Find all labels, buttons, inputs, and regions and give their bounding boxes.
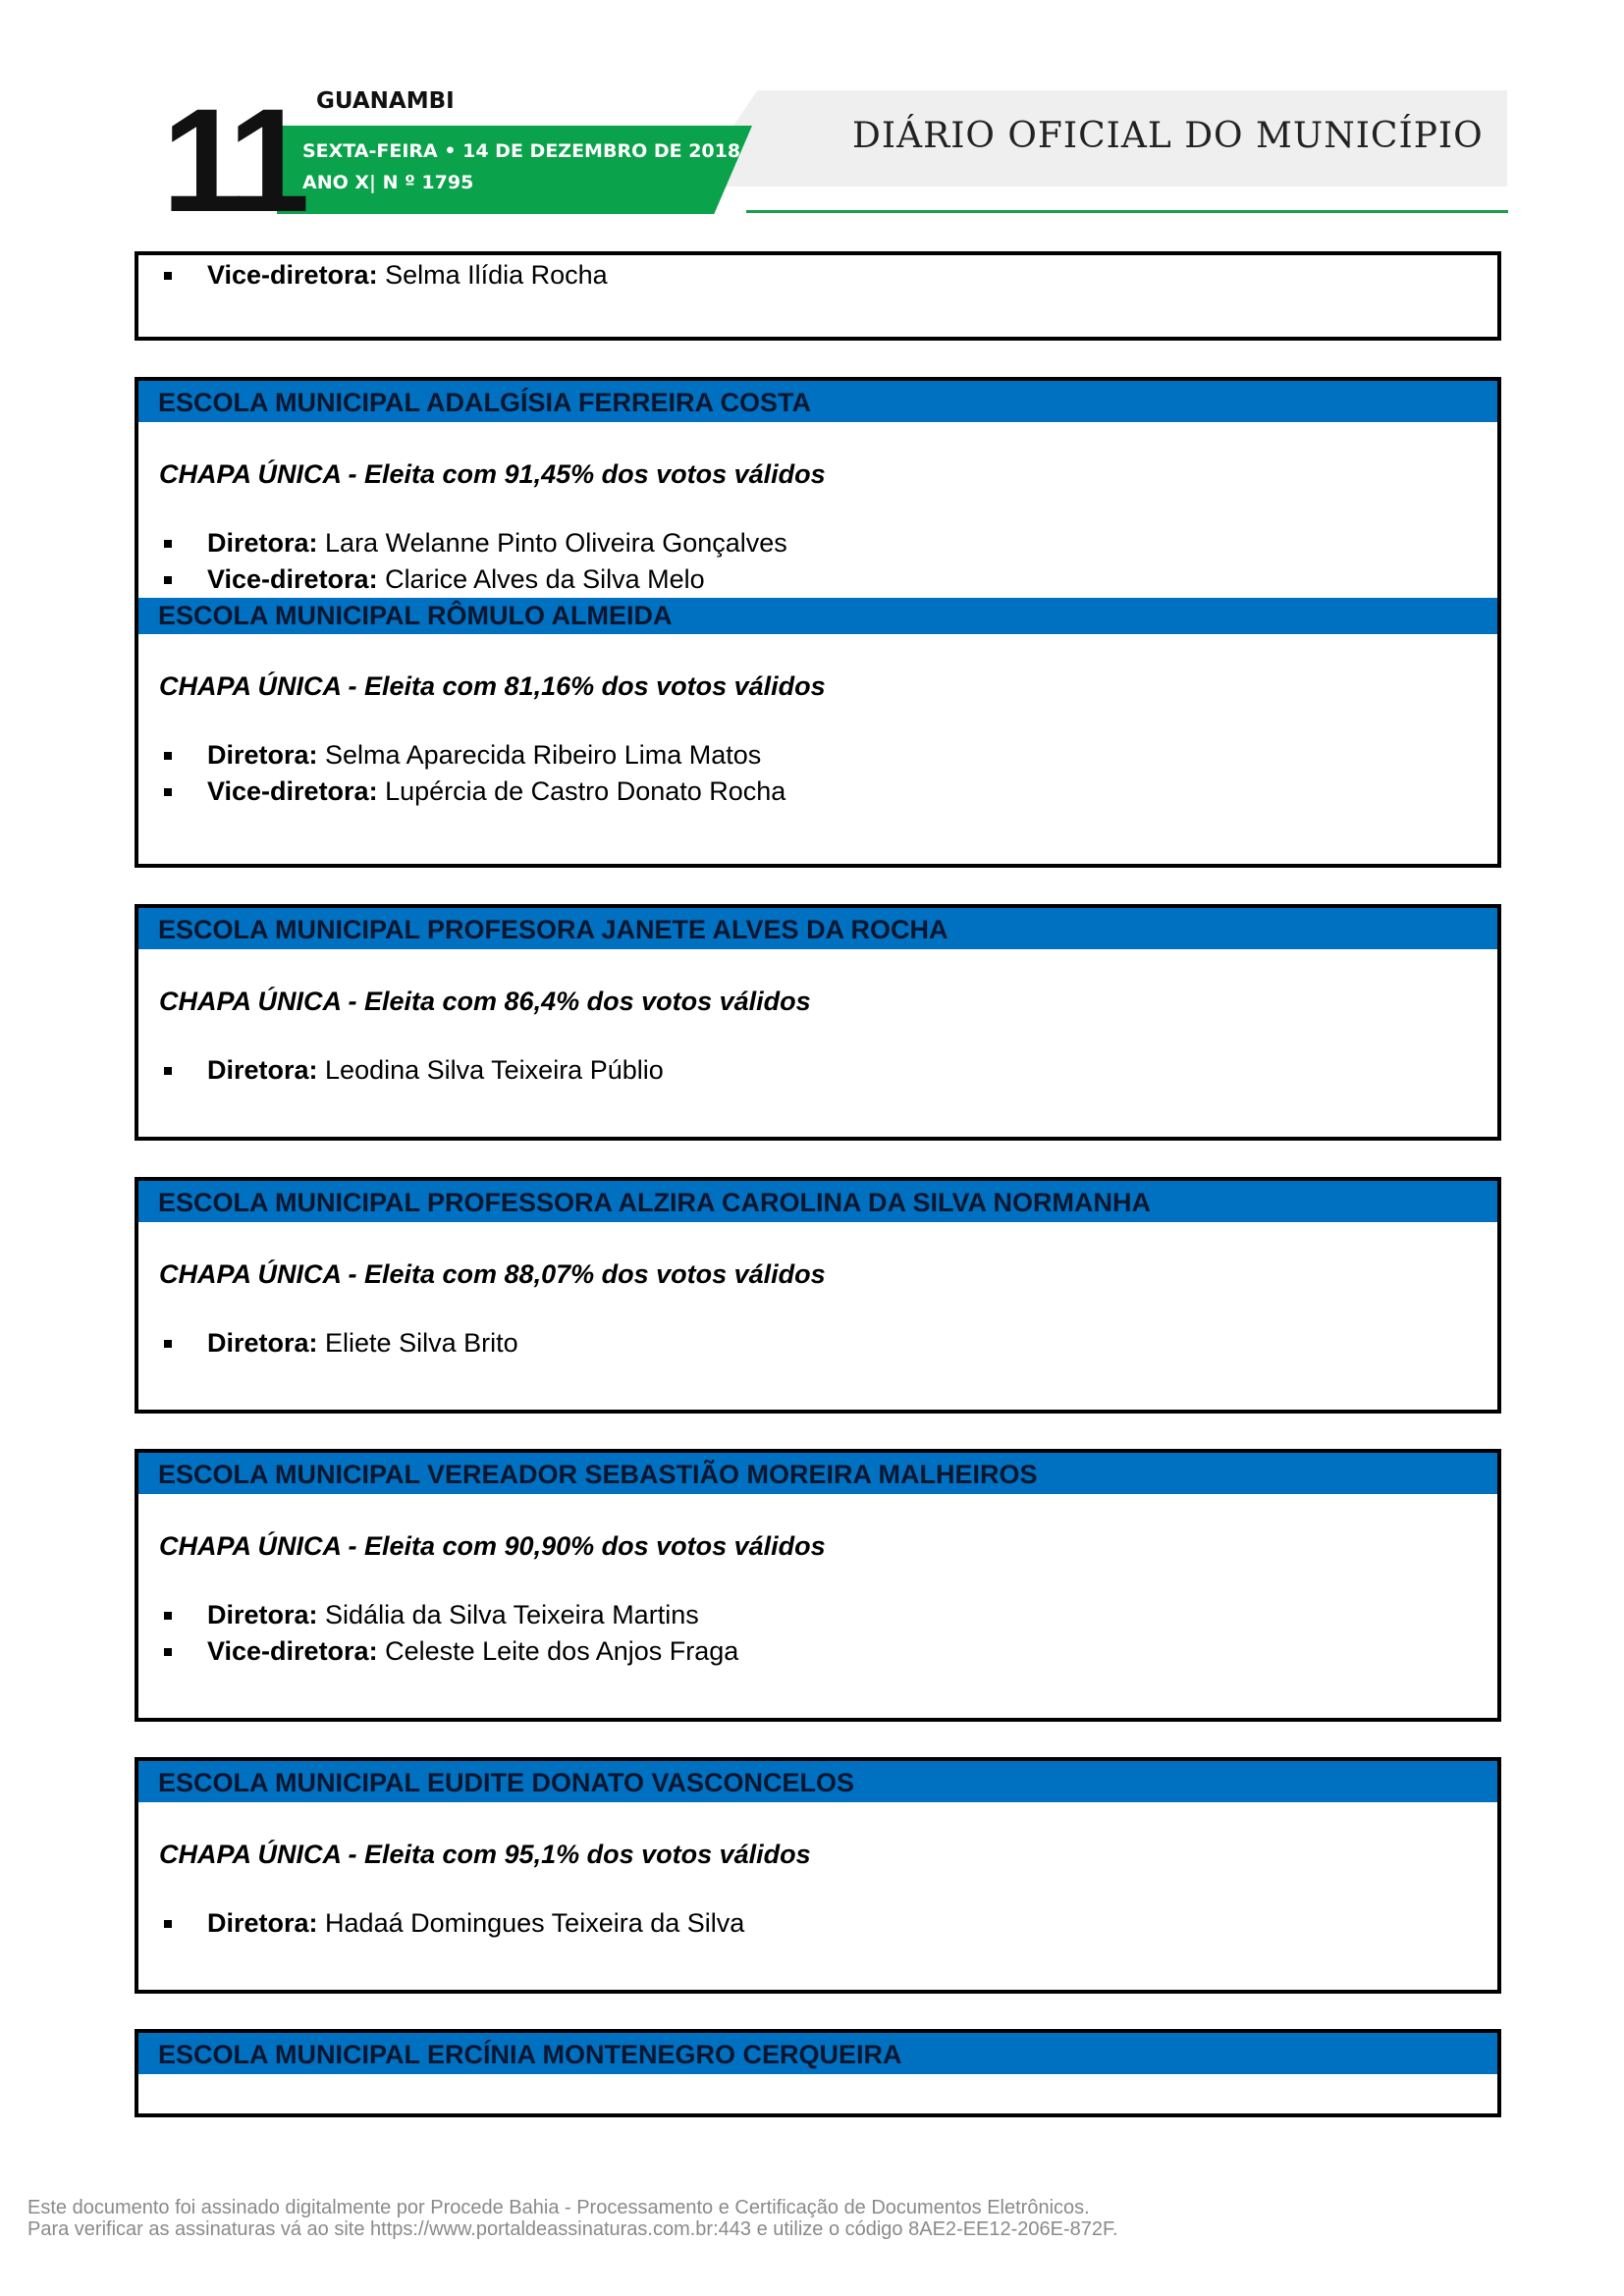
bullet-icon [164, 1340, 172, 1348]
school-title: ESCOLA MUNICIPAL PROFESORA JANETE ALVES DA ROCHA [138, 908, 1497, 949]
election-result: CHAPA ÚNICA - Eleita com 88,07% dos votos válidos [159, 1259, 826, 1289]
list-item [138, 1052, 1497, 1089]
election-result: CHAPA ÚNICA - Eleita com 81,16% dos votos válidos [159, 671, 826, 701]
bullet-icon [164, 1648, 172, 1656]
list-item [138, 525, 1497, 561]
election-result: CHAPA ÚNICA - Eleita com 86,4% dos votos válidos [159, 987, 811, 1016]
school-box [135, 377, 1501, 868]
election-result: CHAPA ÚNICA - Eleita com 90,90% dos votos válidos [159, 1531, 826, 1561]
person-name: Selma Aparecida Ribeiro Lima Matos [317, 740, 762, 770]
list-item [138, 1905, 1497, 1942]
person-name: Selma Ilídia Rocha [377, 260, 608, 290]
bullet-icon [164, 1612, 172, 1620]
footer-verification-line: Para verificar as assinaturas vá ao site https://www.portaldeassinaturas.com.br:443 e utilize o código 8AE2-EE12-206E-872F. [27, 2218, 1118, 2240]
person-name: Sidália da Silva Teixeira Martins [317, 1600, 699, 1629]
person-name: Celeste Leite dos Anjos Fraga [377, 1636, 739, 1666]
signature-footer [27, 2197, 1118, 2240]
role-label: Diretora: [207, 740, 318, 770]
role-label: Diretora: [207, 528, 318, 558]
continuation-box [135, 251, 1501, 341]
school-title: ESCOLA MUNICIPAL EUDITE DONATO VASCONCELOS [138, 1761, 1497, 1802]
person-name: Lara Welanne Pinto Oliveira Gonçalves [317, 528, 787, 558]
issue-date: SEXTA-FEIRA • 14 DE DEZEMBRO DE 2018 [302, 140, 741, 162]
list-item [138, 774, 1497, 810]
school-title: ESCOLA MUNICIPAL ADALGÍSIA FERREIRA COSTA [138, 381, 1497, 422]
role-label: Vice-diretora: [207, 260, 378, 290]
school-title: ESCOLA MUNICIPAL PROFESSORA ALZIRA CAROLINA DA SILVA NORMANHA [138, 1181, 1497, 1222]
school-box [135, 1177, 1501, 1414]
school-title: ESCOLA MUNICIPAL VEREADOR SEBASTIÃO MOREIRA MALHEIROS [138, 1453, 1497, 1494]
school-title: ESCOLA MUNICIPAL RÔMULO ALMEIDA [138, 598, 1497, 634]
page-number: 11 [162, 78, 302, 242]
school-box [135, 1449, 1501, 1722]
person-name: Lupércia de Castro Donato Rocha [377, 776, 786, 806]
bullet-icon [164, 788, 172, 796]
header-divider [746, 210, 1508, 213]
election-result: CHAPA ÚNICA - Eleita com 95,1% dos votos válidos [159, 1840, 811, 1869]
bullet-icon [164, 576, 172, 584]
bullet-icon [164, 752, 172, 760]
publication-title: DIÁRIO OFICIAL DO MUNICÍPIO [852, 116, 1484, 156]
election-result: CHAPA ÚNICA - Eleita com 91,45% dos votos válidos [159, 459, 826, 489]
role-label: Diretora: [207, 1600, 318, 1629]
role-label: Diretora: [207, 1055, 318, 1085]
bullet-icon [164, 1067, 172, 1075]
list-item [138, 1597, 1497, 1633]
role-label: Vice-diretora: [207, 1636, 378, 1666]
role-label: Vice-diretora: [207, 776, 378, 806]
person-name: Eliete Silva Brito [317, 1328, 518, 1358]
school-box [135, 2029, 1501, 2117]
list-item [138, 257, 1497, 294]
school-title: ESCOLA MUNICIPAL ERCÍNIA MONTENEGRO CERQUEIRA [138, 2033, 1497, 2074]
bullet-icon [164, 1920, 172, 1928]
list-item [138, 1325, 1497, 1362]
person-name: Hadaá Domingues Teixeira da Silva [317, 1908, 745, 1938]
bullet-icon [164, 540, 172, 548]
person-name: Leodina Silva Teixeira Públio [317, 1055, 664, 1085]
list-item [138, 737, 1497, 774]
school-box [135, 1757, 1501, 1994]
footer-line: Este documento foi assinado digitalmente por Procede Bahia - Processamento e Certificação de Documentos Eletrônicos. [27, 2197, 1090, 2218]
city-name: GUANAMBI [316, 88, 455, 114]
person-name: Clarice Alves da Silva Melo [377, 564, 705, 594]
list-item [138, 1633, 1497, 1670]
list-item [138, 561, 1497, 598]
school-box [135, 904, 1501, 1141]
role-label: Diretora: [207, 1908, 318, 1938]
role-label: Diretora: [207, 1328, 318, 1358]
bullet-icon [164, 272, 172, 280]
role-label: Vice-diretora: [207, 564, 378, 594]
issue-edition: ANO X| N º 1795 [302, 172, 474, 193]
header-green-band [277, 126, 752, 214]
